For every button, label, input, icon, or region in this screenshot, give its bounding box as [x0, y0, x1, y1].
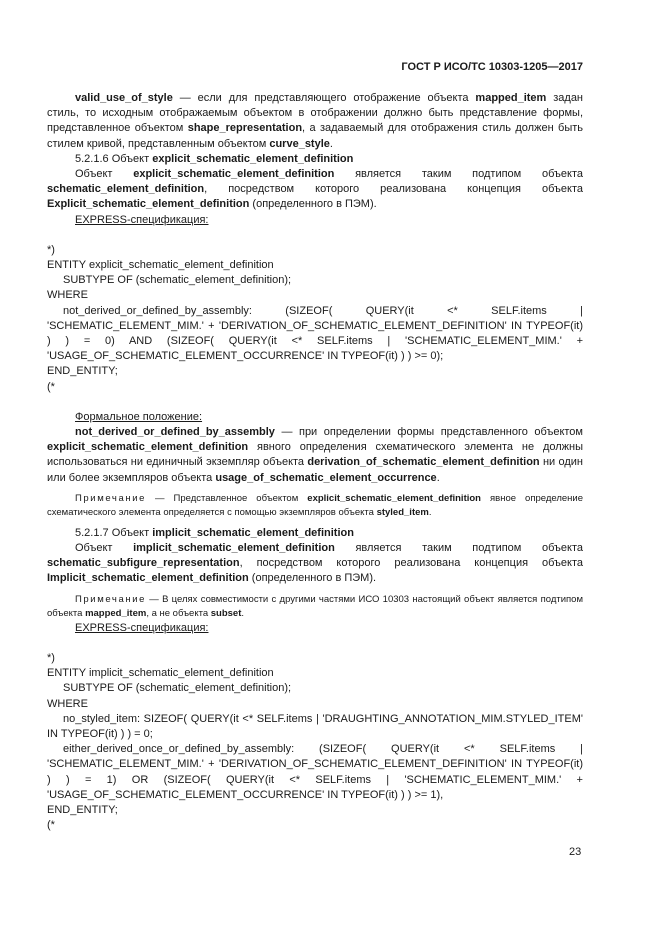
- term: curve_style: [269, 137, 330, 150]
- note-implicit: [47, 593, 583, 621]
- text: является таким подтипом объекта: [334, 168, 583, 181]
- text: является таким подтипом объекта: [334, 542, 583, 555]
- text: Объект: [75, 168, 134, 181]
- code-where: WHERE: [47, 289, 88, 302]
- heading-term: implicit_schematic_element_definition: [152, 526, 354, 539]
- text: — если для представляющего отображение объекта: [172, 92, 476, 104]
- code-close: (*: [47, 380, 55, 393]
- formal-label: [47, 410, 583, 425]
- text: .: [428, 506, 432, 518]
- term: usage_of_schematic_element_occurrence: [215, 471, 437, 484]
- code-entity: ENTITY implicit_schematic_element_definition: [47, 667, 274, 680]
- formal-label-text: Формальное положение:: [75, 410, 203, 423]
- term: shape_representation: [187, 122, 303, 135]
- code-where: WHERE: [47, 697, 88, 710]
- code-rule-no-styled-item: no_styled_item: SIZEOF( QUERY(it <* SELF.items | 'DRAUGHTING_ANNOTATION_MIM.STYLED_ITEM' IN TYPEOF(it) ) ) = 0;: [47, 712, 583, 740]
- text: Объект: [75, 542, 134, 555]
- paragraph-explicit-definition: [47, 167, 583, 213]
- heading-number: 5.2.1.6 Объект: [75, 152, 153, 165]
- code-entity: ENTITY explicit_schematic_element_definition: [47, 259, 274, 272]
- code-end: END_ENTITY;: [47, 365, 118, 378]
- text: .: [241, 607, 245, 619]
- term: explicit_schematic_element_definition: [47, 441, 249, 454]
- code-subtype: SUBTYPE OF (schematic_element_definition);: [63, 682, 292, 695]
- section-heading-5-2-1-6: [47, 152, 583, 167]
- term: explicit_schematic_element_definition: [133, 168, 335, 181]
- text: , а не объекта: [146, 607, 211, 619]
- text: .: [436, 471, 440, 484]
- code-subtype: SUBTYPE OF (schematic_element_definition);: [63, 274, 292, 287]
- paragraph-valid-use-of-style: [47, 91, 583, 152]
- express-label-text: EXPRESS-спецификация:: [75, 621, 209, 634]
- note-explicit: [47, 492, 583, 520]
- code-close: (*: [47, 819, 55, 832]
- text: .: [329, 137, 333, 150]
- document-header: ГОСТ Р ИСО/ТС 10303-1205—2017: [401, 61, 583, 73]
- text: (определенного в ПЭМ).: [249, 198, 377, 211]
- text: — при определении формы представленного объектом: [274, 426, 583, 439]
- text: (определенного в ПЭМ).: [248, 572, 377, 585]
- heading-number: 5.2.1.7 Объект: [75, 526, 153, 539]
- term: derivation_of_schematic_element_definition: [307, 456, 540, 469]
- text: явного определения схематического элемента не должны использоваться ни единичный экземпляр объекта: [47, 441, 583, 469]
- code-rule: not_derived_or_defined_by_assembly: (SIZEOF( QUERY(it <* SELF.items | 'SCHEMATIC_ELEMENT_MIM.' + 'DERIVATION_OF_SCHEMATIC_ELEMENT_DEFINITION' IN TYPEOF(it) ) ) = 0) AND (SIZEOF( QUERY(it <* SELF.items | 'SCHEMATIC_ELEMENT_MIM.' + 'USAGE_OF_SCHEMATIC_ELEMENT_OCCURRENCE' IN TYPEOF(it) ) ) >= 0);: [47, 304, 583, 363]
- page-number: 23: [569, 846, 582, 858]
- text: , а задаваемый для отображения стиль должен быть стилем кривой, представленным объектом: [47, 122, 583, 150]
- term: explicit_schematic_element_definition: [307, 492, 481, 504]
- term: styled_item: [376, 506, 429, 518]
- paragraph-implicit-definition: [47, 541, 583, 587]
- term: mapped_item: [475, 92, 547, 104]
- express-label: [47, 621, 583, 636]
- term: implicit_schematic_element_definition: [133, 542, 335, 555]
- text: ни один или более экземпляров объекта: [47, 456, 583, 484]
- term: schematic_subfigure_representation: [47, 557, 240, 570]
- code-end: END_ENTITY;: [47, 803, 118, 816]
- code-open: *): [47, 651, 55, 664]
- section-heading-5-2-1-7: [47, 526, 583, 541]
- text: , посредством которого реализована концепция объекта: [239, 557, 583, 570]
- express-label-text: EXPRESS-спецификация:: [75, 213, 209, 226]
- term: valid_use_of_style: [75, 92, 173, 104]
- text: — Представленное объектом: [146, 492, 308, 504]
- term: schematic_element_definition: [47, 183, 205, 196]
- heading-term: explicit_schematic_element_definition: [152, 152, 354, 165]
- note-label: Примечание: [75, 593, 146, 605]
- code-rule-either-derived: either_derived_once_or_defined_by_assembly: (SIZEOF( QUERY(it <* SELF.items | 'SCHEMATIC_ELEMENT_MIM.' + 'DERIVATION_OF_SCHEMATIC_ELEMENT_DEFINITION' IN TYPEOF(it) ) ) = 1) OR (SIZEOF( QUERY(it <* SELF.items | 'SCHEMATIC_ELEMENT_MIM.' + 'USAGE_OF_SCHEMATIC_ELEMENT_OCCURRENCE' IN TYPEOF(it) ) ) >= 1),: [47, 743, 583, 801]
- term: mapped_item: [85, 607, 147, 619]
- term: subset: [210, 607, 242, 619]
- text: задан стиль, то исходным отображаемым объектом в отображении должно быть представление формы, представленное объектом: [47, 92, 584, 135]
- text: , посредством которого реализована концепция объекта: [204, 183, 583, 196]
- paragraph-formal-proposition: [47, 425, 583, 486]
- note-label: Примечание: [75, 492, 146, 504]
- express-label: [47, 213, 583, 228]
- term: Implicit_schematic_element_definition: [47, 572, 249, 585]
- page-body: [47, 91, 583, 833]
- term: Explicit_schematic_element_definition: [47, 198, 250, 211]
- term: not_derived_or_defined_by_assembly: [75, 426, 275, 439]
- text: явное определение схематического элемента определяется с помощью экземпляров объекта: [47, 492, 583, 518]
- code-open: *): [47, 243, 55, 256]
- text: — В целях совместимости с другими частями ИСО 10303 настоящий объект является подтипом объекта: [47, 593, 583, 619]
